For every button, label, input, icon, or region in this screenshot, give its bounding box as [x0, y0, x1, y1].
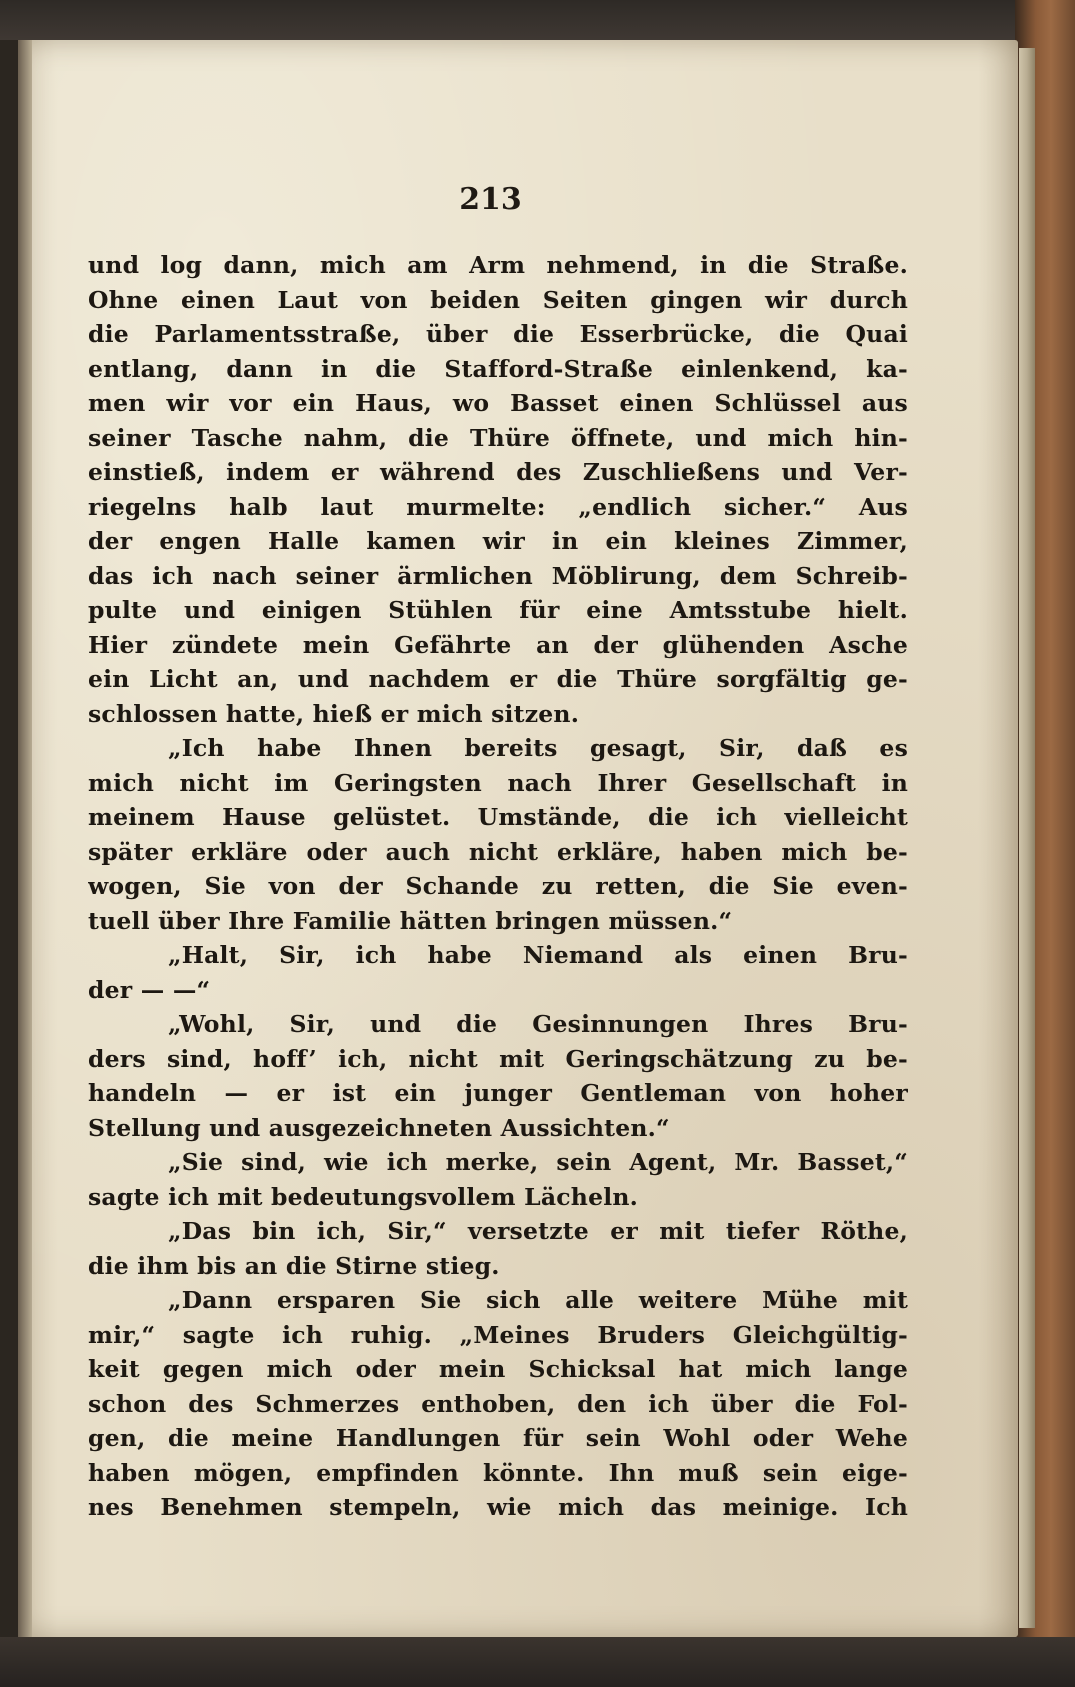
text-line: die ihm bis an die Stirne stieg.: [88, 1251, 500, 1280]
text-line: tuell über Ihre Familie hätten bringen müssen.“: [88, 906, 733, 935]
text-line: die Parlamentsstraße, über die Esserbrücke, die Quai: [88, 320, 908, 348]
text-line: Ohne einen Laut von beiden Seiten gingen wir durch: [88, 285, 908, 314]
page-number: 213: [459, 182, 522, 217]
text-line: schon des Schmerzes enthoben, den ich über die Fol-: [88, 1389, 908, 1418]
book-cover-top: [0, 0, 1075, 40]
text-line: „Dann ersparen Sie sich alle weitere Mühe mit: [168, 1286, 908, 1314]
text-line: Stellung und ausgezeichneten Aussichten.“: [88, 1113, 670, 1142]
text-line: meinem Hause gelüstet. Umstände, die ich vielleicht: [88, 803, 908, 831]
text-line: „Sie sind, wie ich merke, sein Agent, Mr. Basset,“: [168, 1148, 908, 1176]
text-line: „Wohl, Sir, und die Gesinnungen Ihres Bru-: [168, 1010, 908, 1038]
text-line: keit gegen mich oder mein Schicksal hat mich lange: [88, 1355, 908, 1383]
text-line: „Ich habe Ihnen bereits gesagt, Sir, daß es: [168, 734, 908, 762]
text-line: handeln — er ist ein junger Gentleman von hoher: [88, 1079, 908, 1107]
text-line: men wir vor ein Haus, wo Basset einen Schlüssel aus: [88, 389, 908, 417]
text-line: ders sind, hoff’ ich, nicht mit Geringschätzung zu be-: [88, 1044, 908, 1073]
text-line: ein Licht an, und nachdem er die Thüre sorgfältig ge-: [88, 665, 908, 693]
book-page: [18, 40, 1018, 1637]
book-cover-bottom: [0, 1637, 1075, 1687]
text-line: „Halt, Sir, ich habe Niemand als einen Bru-: [168, 941, 908, 969]
page-edge: [1019, 48, 1035, 1628]
text-line: nes Benehmen stempeln, wie mich das meinige. Ich: [88, 1493, 908, 1521]
text-line: pulte und einigen Stühlen für eine Amtsstube hielt.: [88, 596, 908, 624]
text-line: der — —“: [88, 975, 211, 1004]
text-line: schlossen hatte, hieß er mich sitzen.: [88, 699, 580, 728]
text-line: der engen Halle kamen wir in ein kleines Zimmer,: [88, 527, 908, 555]
text-line: wogen, Sie von der Schande zu retten, die Sie even-: [88, 872, 908, 900]
text-line: mir,“ sagte ich ruhig. „Meines Bruders Gleichgültig-: [88, 1320, 908, 1349]
text-line: entlang, dann in die Stafford-Straße einlenkend, ka-: [88, 354, 908, 383]
text-line: Hier zündete mein Gefährte an der glühenden Asche: [88, 630, 908, 659]
text-line: haben mögen, empfinden könnte. Ihn muß sein eige-: [88, 1458, 908, 1487]
text-line: „Das bin ich, Sir,“ versetzte er mit tiefer Röthe,: [168, 1217, 908, 1245]
text-line: sagte ich mit bedeutungsvollem Lächeln.: [88, 1182, 639, 1211]
text-line: einstieß, indem er während des Zuschließens und Ver-: [88, 458, 908, 486]
text-line: riegelns halb laut murmelte: „endlich sicher.“ Aus: [88, 492, 908, 521]
text-line: das ich nach seiner ärmlichen Möblirung, dem Schreib-: [88, 561, 908, 590]
page-text-block: [88, 248, 908, 1525]
text-line: später erkläre oder auch nicht erkläre, haben mich be-: [88, 837, 908, 866]
book-gutter: [18, 40, 32, 1637]
text-line: seiner Tasche nahm, die Thüre öffnete, und mich hin-: [88, 423, 908, 452]
text-line: gen, die meine Handlungen für sein Wohl oder Wehe: [88, 1424, 908, 1452]
text-line: und log dann, mich am Arm nehmend, in die Straße.: [88, 251, 908, 279]
text-line: mich nicht im Geringsten nach Ihrer Gesellschaft in: [88, 768, 908, 797]
